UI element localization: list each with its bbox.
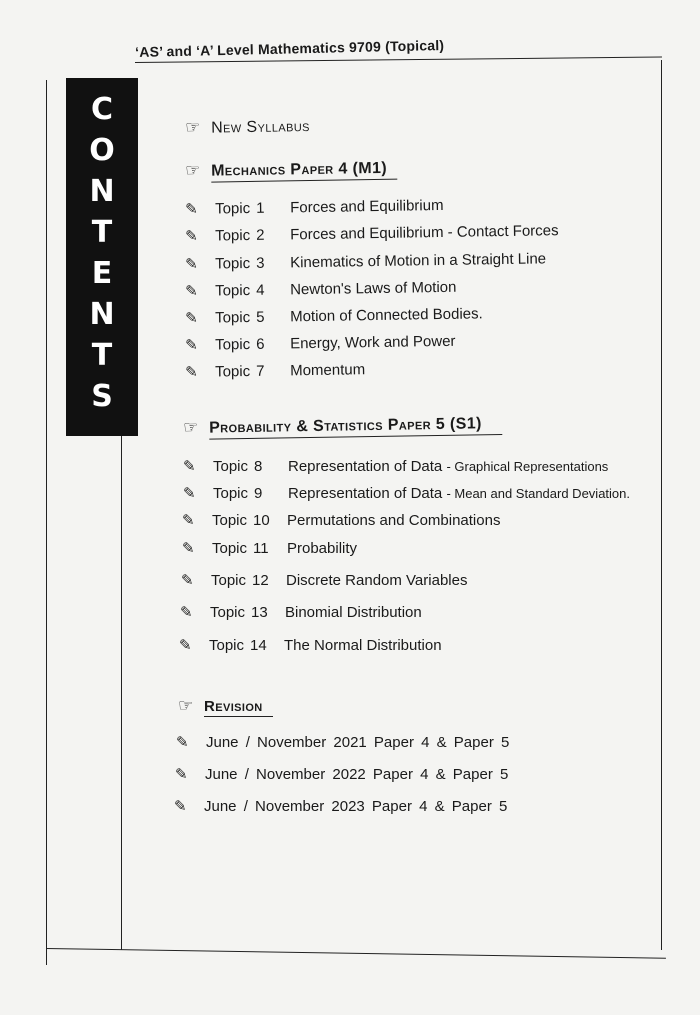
topic-number: 8 [254, 458, 263, 475]
section-title: Mechanics Paper 4 (M1) [211, 160, 397, 183]
topic-number: 1 [256, 199, 265, 217]
list-item [175, 765, 508, 783]
topic-number: 2 [256, 226, 265, 244]
topic-title: Probability [287, 540, 358, 557]
topic-number: 7 [256, 362, 265, 380]
pencil-icon: ✎ [179, 636, 192, 654]
topic-label: Topic [213, 458, 249, 475]
section-title: Revision [204, 698, 273, 717]
topic-label: Topic [209, 637, 245, 654]
list-item [185, 304, 483, 327]
pencil-icon: ✎ [180, 603, 193, 621]
topic-title: Permutations and Combinations [287, 512, 501, 529]
topic-title: Discrete Random Variables [286, 572, 468, 589]
sidebar-letter: N [89, 174, 115, 209]
pencil-icon: ✎ [182, 511, 195, 529]
topic-title: The Normal Distribution [284, 637, 442, 654]
pencil-icon: ✎ [181, 571, 194, 589]
topic-title: Motion of Connected Bodies. [290, 305, 483, 326]
pencil-icon: ✎ [185, 362, 198, 381]
list-item [185, 360, 365, 381]
pencil-icon: ✎ [182, 539, 195, 557]
topic-detail: - Graphical Representations [446, 459, 609, 474]
topic-number: 11 [253, 540, 269, 557]
list-item [179, 636, 442, 654]
page-header: ‘AS’ and ‘A’ Level Mathematics 9709 (Topical) [135, 36, 445, 60]
topic-number: 13 [251, 604, 268, 621]
list-item [185, 332, 456, 354]
pencil-icon: ✎ [183, 457, 196, 475]
topic-label: Topic [211, 572, 247, 589]
topic-detail: - Mean and Standard Deviation. [446, 486, 630, 501]
pencil-icon: ✎ [185, 199, 198, 218]
list-item [185, 278, 457, 300]
list-item [185, 196, 444, 218]
sidebar-letter: T [91, 215, 113, 250]
topic-number: 3 [256, 254, 265, 272]
sidebar-letter: O [89, 133, 115, 168]
sidebar-letter: S [91, 379, 113, 414]
pointing-hand-icon: ☞ [184, 117, 201, 138]
topic-number: 4 [256, 281, 265, 299]
topic-title: Momentum [290, 361, 366, 380]
topic-label: Topic [215, 226, 251, 245]
list-item [183, 457, 608, 475]
topic-label: Topic [215, 335, 251, 354]
topic-title: Representation of Data [288, 458, 443, 475]
topic-label: Topic [215, 199, 251, 218]
topic-label: Topic [212, 512, 248, 529]
revision-title: June / November 2023 Paper 4 & Paper 5 [204, 798, 508, 815]
pencil-icon: ✎ [185, 335, 198, 354]
topic-label: Topic [212, 540, 248, 557]
topic-detail: - Contact Forces [447, 222, 559, 241]
topic-number: 14 [250, 637, 267, 654]
revision-title: June / November 2021 Paper 4 & Paper 5 [206, 734, 510, 751]
list-item [183, 484, 630, 502]
pencil-icon: ✎ [185, 281, 198, 300]
list-item [185, 249, 546, 273]
sidebar-letter: E [91, 256, 113, 291]
pointing-hand-icon: ☞ [182, 417, 199, 438]
list-item [176, 733, 509, 751]
topic-number: 6 [256, 335, 265, 353]
sidebar-letter: N [89, 297, 115, 332]
section-statistics [183, 415, 502, 440]
topic-title: Representation of Data [288, 485, 443, 502]
pencil-icon: ✎ [183, 484, 196, 502]
list-item [185, 221, 559, 245]
topic-label: Topic [215, 308, 251, 327]
topic-number: 5 [256, 308, 265, 326]
pencil-icon: ✎ [174, 797, 187, 815]
list-item [182, 539, 357, 557]
section-revision [178, 698, 273, 717]
topic-label: Topic [215, 362, 251, 381]
pencil-icon: ✎ [185, 308, 198, 327]
section-new-syllabus [185, 118, 310, 138]
pointing-hand-icon: ☞ [184, 160, 201, 181]
topic-title: Energy, Work and Power [290, 332, 456, 353]
topic-label: Topic [213, 485, 249, 502]
topic-label: Topic [215, 281, 251, 300]
topic-title: Binomial Distribution [285, 604, 422, 621]
pencil-icon: ✎ [176, 733, 189, 751]
section-title: New Syllabus [210, 118, 310, 137]
topic-number: 10 [253, 512, 270, 529]
list-item [180, 603, 422, 621]
topic-label: Topic [215, 254, 251, 273]
sidebar-letter: C [90, 92, 114, 127]
topic-title: Forces and Equilibrium [290, 223, 444, 244]
topic-label: Topic [210, 604, 246, 621]
topic-title: Forces and Equilibrium [290, 196, 444, 217]
revision-title: June / November 2022 Paper 4 & Paper 5 [205, 766, 509, 783]
pointing-hand-icon: ☞ [178, 696, 194, 716]
section-title: Probability & Statistics Paper 5 (S1) [209, 415, 502, 440]
topic-number: 9 [254, 485, 263, 502]
list-item [174, 797, 507, 815]
sidebar-letter: T [91, 338, 113, 373]
list-item [182, 511, 500, 529]
pencil-icon: ✎ [185, 254, 198, 273]
list-item [181, 571, 467, 589]
pencil-icon: ✎ [185, 226, 198, 245]
topic-number: 12 [252, 572, 269, 589]
topic-title: Kinematics of Motion in a Straight Line [290, 250, 547, 272]
pencil-icon: ✎ [175, 765, 188, 783]
topic-title: Newton's Laws of Motion [290, 278, 457, 299]
section-mechanics [185, 160, 397, 183]
